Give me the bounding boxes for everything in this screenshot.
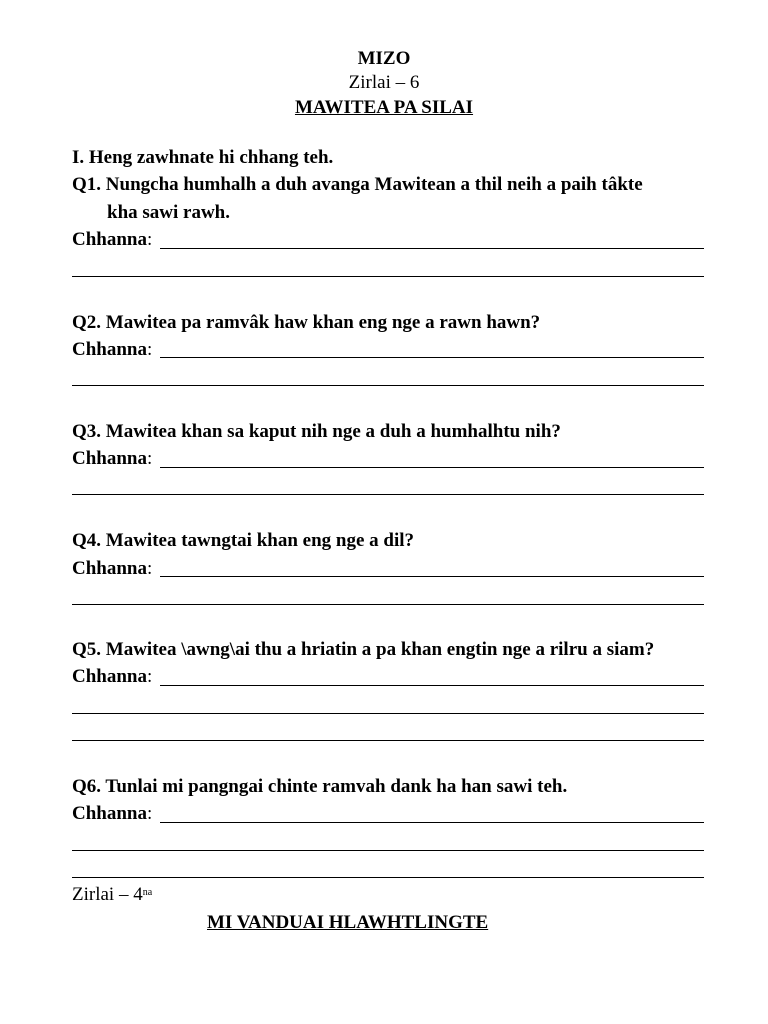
answer-line[interactable] — [160, 685, 704, 686]
next-lesson-suffix: na — [142, 887, 153, 898]
lesson-title: MAWITEA PA SILAI — [294, 97, 474, 118]
answer-line[interactable] — [72, 850, 704, 851]
answer-line[interactable] — [160, 467, 704, 468]
answer-label-text: Chhanna — [72, 448, 147, 469]
question-3: Q3. Mawitea khan sa kaput nih nge a duh a humhalhtu nih? — [72, 421, 561, 442]
next-lesson-number — [72, 884, 152, 906]
answer-label: Chhanna: — [72, 558, 153, 579]
answer-line[interactable] — [72, 740, 704, 741]
answer-label: Chhanna: — [72, 339, 153, 360]
answer-label-text: Chhanna — [72, 229, 147, 250]
answer-line[interactable] — [72, 713, 704, 714]
answer-line[interactable] — [160, 822, 704, 823]
question-6: Q6. Tunlai mi pangngai chinte ramvah dank ha han sawi teh. — [72, 776, 568, 797]
question-1-continued: kha sawi rawh. — [107, 202, 230, 223]
answer-label: Chhanna: — [72, 448, 153, 469]
answer-line[interactable] — [72, 276, 704, 277]
question-4: Q4. Mawitea tawngtai khan eng nge a dil? — [72, 530, 415, 551]
question-1: Q1. Nungcha humhalh a duh avanga Mawitean a thil neih a paih tâkte — [72, 174, 643, 195]
section-heading: I. Heng zawhnate hi chhang teh. — [72, 147, 334, 168]
answer-label-text: Chhanna — [72, 666, 147, 687]
answer-line[interactable] — [160, 357, 704, 358]
answer-line[interactable] — [160, 576, 704, 577]
answer-label-text: Chhanna — [72, 803, 147, 824]
answer-line[interactable] — [72, 494, 704, 495]
answer-line[interactable] — [72, 604, 704, 605]
answer-label: Chhanna: — [72, 666, 153, 687]
answer-label-text: Chhanna — [72, 339, 147, 360]
answer-label: Chhanna: — [72, 229, 153, 250]
lesson-number: Zirlai – 6 — [348, 72, 420, 93]
answer-label-text: Chhanna — [72, 558, 147, 579]
subject-title: MIZO — [357, 48, 411, 69]
next-lesson-prefix: Zirlai – 4 — [72, 884, 143, 905]
answer-line[interactable] — [72, 385, 704, 386]
answer-line[interactable] — [72, 877, 704, 878]
question-2: Q2. Mawitea pa ramvâk haw khan eng nge a rawn hawn? — [72, 312, 541, 333]
question-5: Q5. Mawitea \awng\ai thu a hriatin a pa khan engtin nge a rilru a siam? — [72, 639, 655, 660]
answer-label: Chhanna: — [72, 803, 153, 824]
answer-line[interactable] — [160, 248, 704, 249]
next-lesson-title: MI VANDUAI HLAWHTLINGTE — [207, 912, 489, 933]
